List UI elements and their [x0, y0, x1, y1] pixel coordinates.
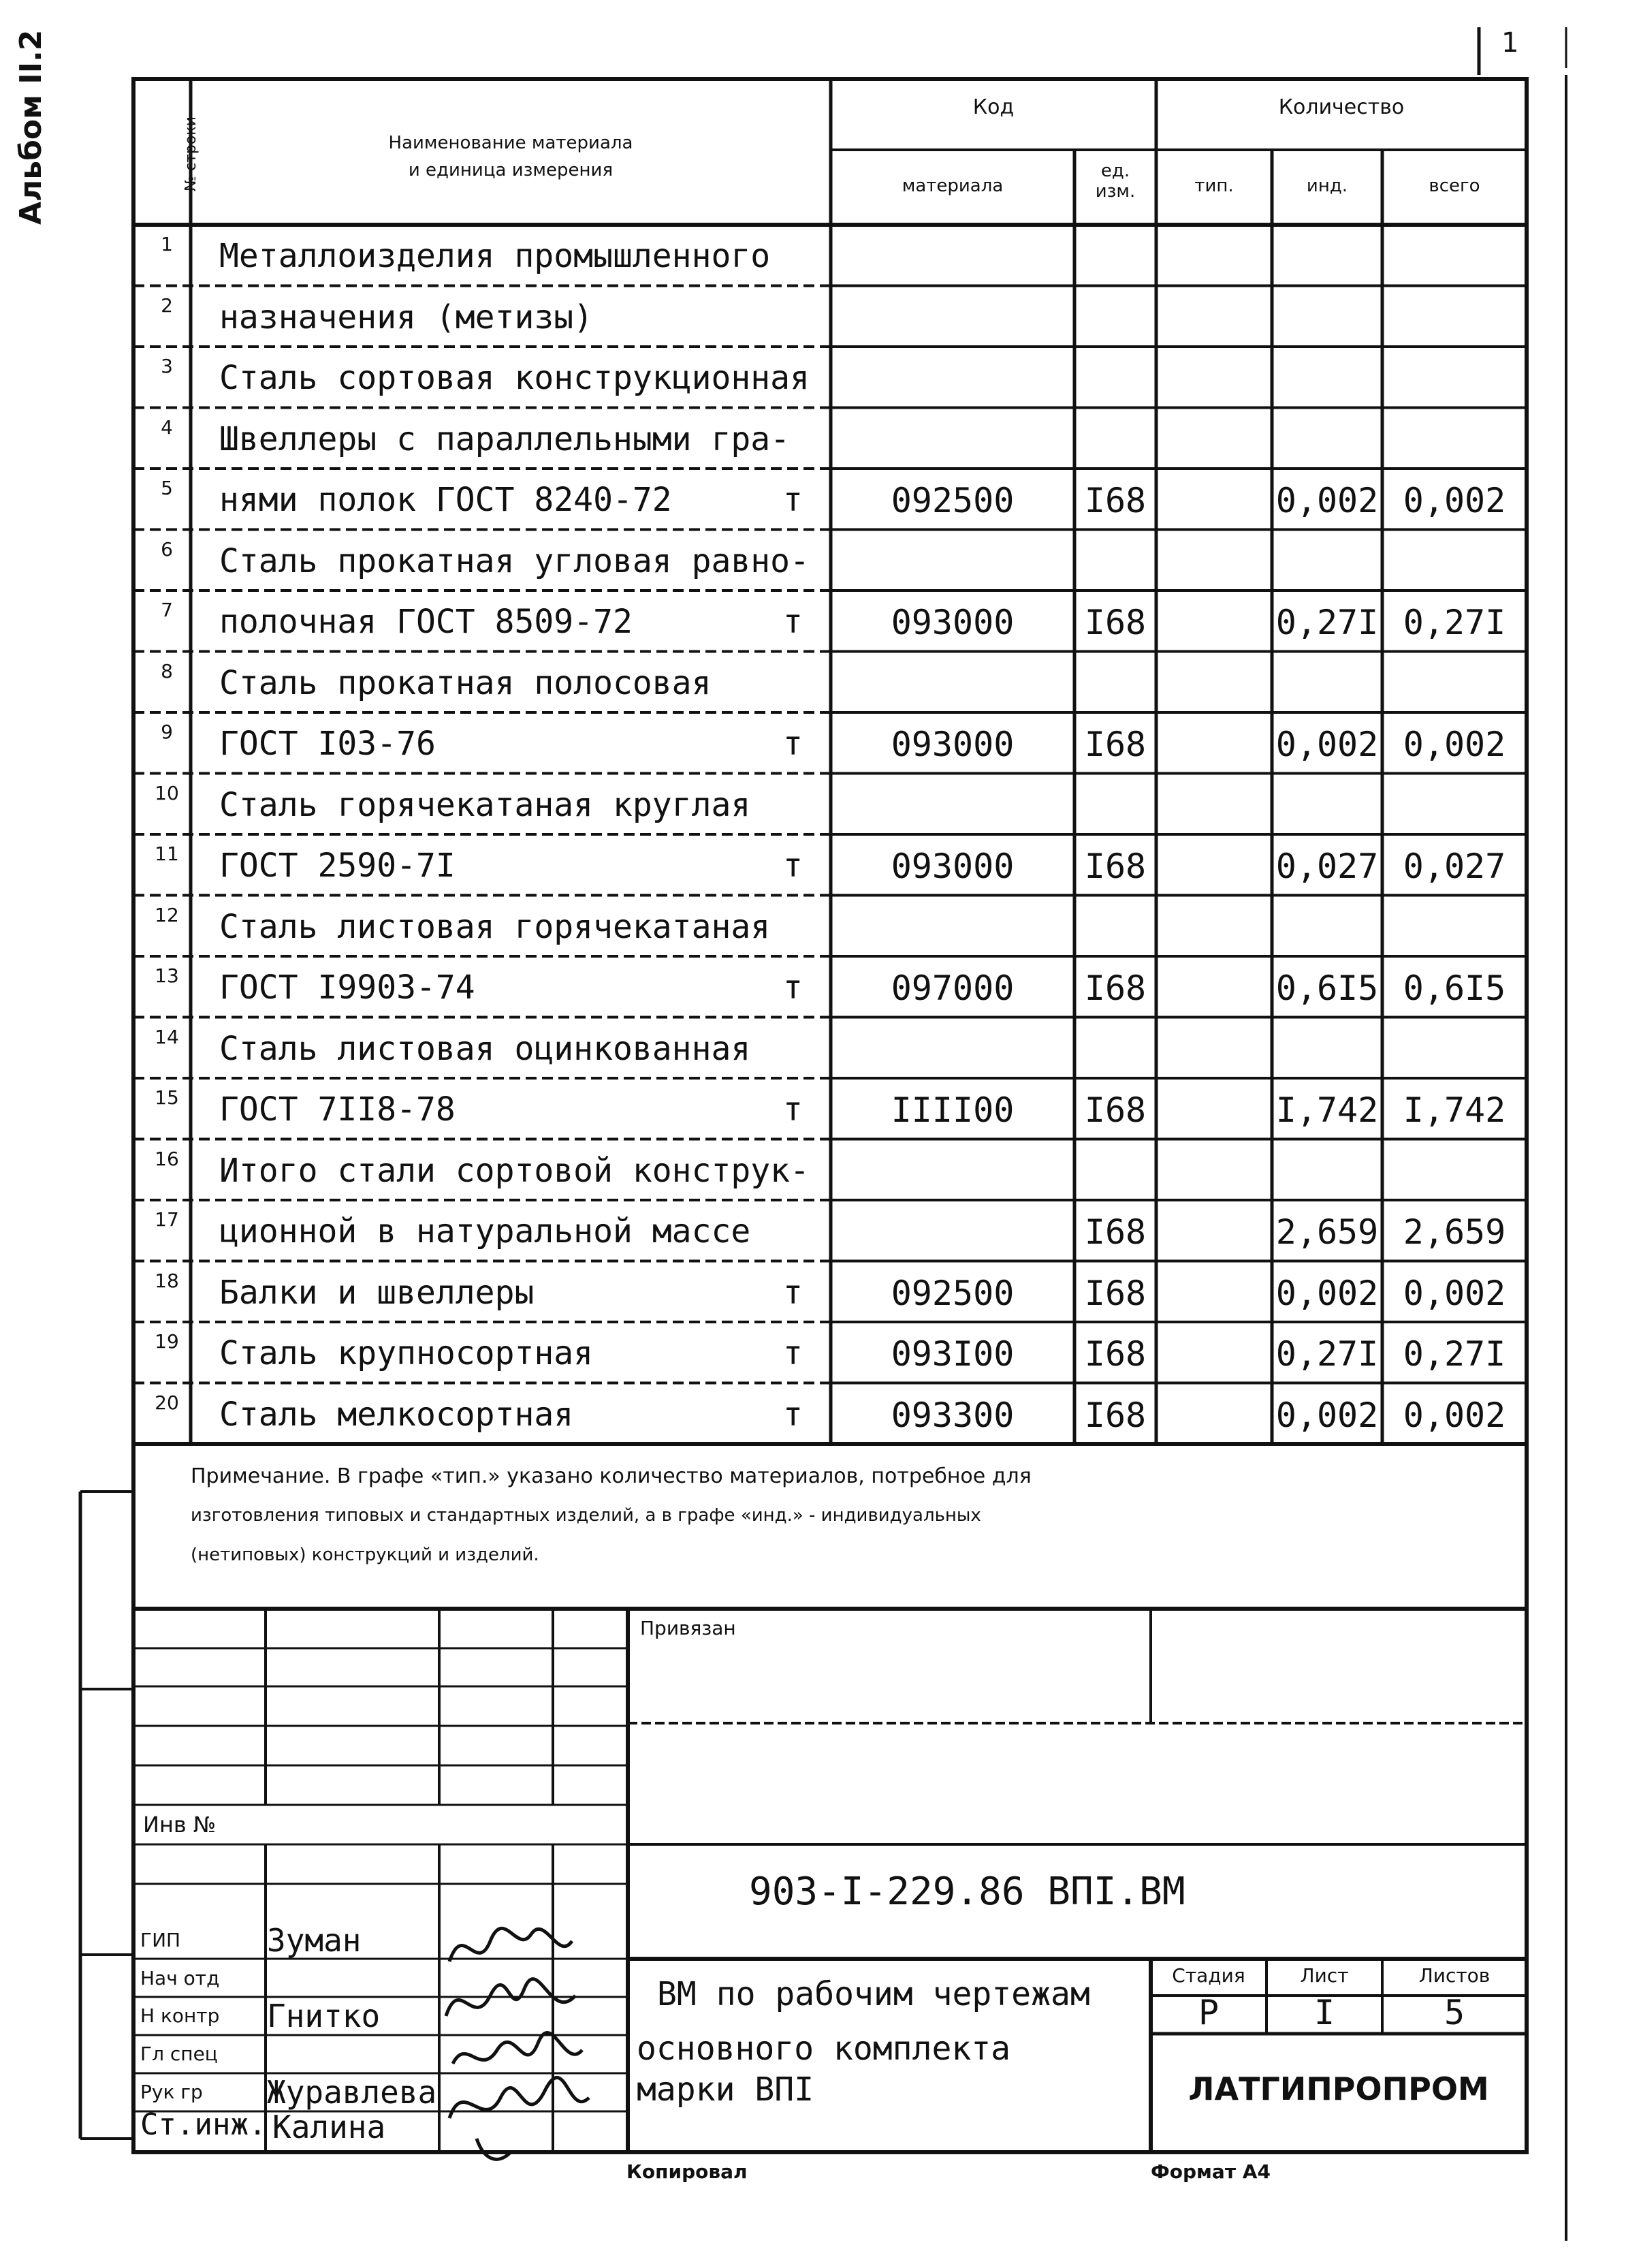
row-unit-code: I68 [1084, 968, 1147, 1008]
row-number: 4 [161, 415, 173, 439]
row-code: IIII00 [891, 1090, 1015, 1130]
document-code: 903-I-229.86 ВПI.ВМ [749, 1870, 1185, 1914]
note-line-1: Примечание. В графе «тип.» указано количество материалов, потребное для [191, 1464, 1032, 1488]
row-number: 1 [161, 233, 173, 255]
row-total: 0,002 [1403, 1395, 1506, 1435]
row-total: 0,002 [1403, 1273, 1506, 1313]
row-unit-code: I68 [1084, 1212, 1147, 1252]
role-label: Нач отд [140, 1967, 220, 1989]
row-unit-code: I68 [1084, 1395, 1147, 1435]
row-code: 092500 [891, 1273, 1015, 1313]
row-unit-code: I68 [1084, 481, 1147, 520]
role-label: Гл спец [140, 2043, 218, 2065]
row-name: Сталь мелкосортная [219, 1395, 574, 1434]
row-number: 17 [155, 1208, 179, 1231]
header-code: Код [972, 95, 1015, 119]
row-code: 093300 [891, 1395, 1015, 1435]
row-number: 19 [155, 1330, 179, 1353]
row-total: 2,659 [1403, 1212, 1506, 1252]
row-number: 10 [155, 781, 179, 804]
row-unit-mark: т [783, 725, 803, 763]
header-quantity: Количество [1278, 95, 1405, 119]
row-code: 093000 [891, 847, 1015, 886]
role-name: Гнитко [267, 1998, 381, 2034]
role-name: Журавлева [267, 2074, 437, 2111]
row-number: 8 [161, 659, 173, 682]
header-typical: тип. [1194, 176, 1234, 196]
row-name: ГОСТ I9903-74 [219, 968, 475, 1007]
row-code: 093000 [891, 603, 1015, 642]
row-name: Сталь прокатная полосовая [219, 663, 712, 702]
note-line-2: изготовления типовых и стандартных изделий, а в графе «инд.» - индивидуальных [191, 1505, 981, 1526]
title-line-3: марки ВПI [637, 2070, 814, 2109]
row-individual: 0,27I [1275, 603, 1379, 642]
note-line-3: (нетиповых) конструкций и изделий. [191, 1545, 539, 1565]
row-number: 16 [155, 1147, 179, 1170]
row-name: полочная ГОСТ 8509-72 [219, 603, 633, 641]
organization-name: ЛАТГИПРОПРОМ [1188, 2070, 1489, 2107]
row-total: I,742 [1403, 1090, 1506, 1130]
row-number: 3 [161, 355, 173, 377]
row-name: ГОСТ 2590-7I [219, 847, 456, 885]
row-number: 9 [161, 721, 173, 743]
row-name: Сталь листовая горячекатаная [219, 907, 771, 946]
sheet-label: Лист [1300, 1964, 1349, 1987]
row-unit-mark: т [783, 1273, 803, 1312]
stage-value: Р [1198, 1993, 1220, 2032]
row-number: 15 [155, 1086, 179, 1109]
sheets-label: Листов [1418, 1964, 1491, 1987]
signatures [436, 1914, 599, 2173]
row-number: 20 [155, 1391, 179, 1414]
row-individual: 2,659 [1275, 1212, 1379, 1252]
header-unit: ед. изм. [1095, 161, 1136, 202]
row-individual: 0,002 [1275, 481, 1379, 520]
row-name: Швеллеры с параллельными гра- [219, 420, 791, 458]
role-name: Зуман [267, 1922, 362, 1959]
row-individual: 0,6I5 [1275, 968, 1379, 1008]
row-name: Сталь прокатная угловая равно- [219, 541, 810, 580]
row-total: 0,002 [1403, 481, 1506, 520]
row-unit-mark: т [783, 847, 803, 885]
row-code: 093I00 [891, 1334, 1015, 1374]
row-number: 12 [155, 903, 179, 926]
row-individual: 0,002 [1275, 1273, 1379, 1313]
row-unit-mark: т [783, 481, 803, 519]
role-label: ГИП [140, 1929, 181, 1951]
inv-label: Инв № [143, 1812, 217, 1838]
row-total: 0,27I [1403, 1334, 1506, 1374]
row-unit-code: I68 [1084, 1090, 1147, 1130]
header-total: всего [1429, 176, 1480, 196]
row-unit-code: I68 [1084, 725, 1147, 764]
row-number: 7 [161, 599, 173, 621]
row-name: назначения (метизы) [219, 298, 594, 336]
row-number: 2 [161, 294, 173, 317]
album-label: Альбом II.2 [14, 29, 48, 225]
header-name: Наименование материала и единица измерения [388, 133, 633, 180]
row-unit-mark: т [783, 968, 803, 1007]
copied-label: Копировал [626, 2160, 748, 2183]
title-line-2: основного комплекта [637, 2030, 1011, 2068]
row-individual: 0,27I [1275, 1334, 1379, 1374]
row-unit-mark: т [783, 603, 803, 641]
role-name: Калина [272, 2109, 386, 2145]
header-material: материала [902, 176, 1004, 196]
top-corner-mark: 1 [1501, 27, 1519, 59]
role-label: Н контр [140, 2004, 220, 2027]
row-code: 097000 [891, 968, 1015, 1008]
row-unit-mark: т [783, 1090, 803, 1129]
linked-label: Привязан [640, 1617, 736, 1639]
row-unit-code: I68 [1084, 847, 1147, 886]
row-name: Сталь горячекатаная круглая [219, 785, 751, 824]
row-unit-code: I68 [1084, 1273, 1147, 1313]
row-name: Итого стали сортовой конструк- [219, 1151, 810, 1190]
row-name: ГОСТ I03-76 [219, 725, 436, 763]
row-code: 092500 [891, 481, 1015, 520]
row-name: нями полок ГОСТ 8240-72 [219, 481, 672, 519]
title-line-1: ВМ по рабочим чертежам [657, 1975, 1090, 2013]
row-individual: 0,027 [1275, 847, 1379, 886]
header-individual: инд. [1306, 176, 1348, 196]
row-number: 11 [155, 842, 179, 865]
row-individual: 0,002 [1275, 725, 1379, 764]
stage-label: Стадия [1172, 1964, 1245, 1987]
row-number: 6 [161, 537, 173, 561]
sheets-value: 5 [1444, 1993, 1465, 2032]
row-name: ционной в натуральной массе [219, 1212, 751, 1250]
header-rownum: № строки [182, 116, 200, 191]
sheet-value: I [1313, 1993, 1335, 2032]
row-total: 0,027 [1403, 847, 1506, 886]
row-unit-code: I68 [1084, 603, 1147, 642]
row-total: 0,002 [1403, 725, 1506, 764]
row-individual: I,742 [1275, 1090, 1379, 1130]
row-unit-mark: т [783, 1334, 803, 1372]
format-label: Формат А4 [1151, 2160, 1271, 2183]
row-number: 13 [155, 964, 179, 987]
row-name: Металлоизделия промышленного [219, 237, 771, 275]
role-label: Ст.инж. [140, 2107, 267, 2142]
role-label: Рук гр [140, 2081, 203, 2103]
row-name: Сталь сортовая конструкционная [219, 359, 810, 397]
row-name: ГОСТ 7II8-78 [219, 1090, 456, 1129]
row-unit-code: I68 [1084, 1334, 1147, 1374]
row-code: 093000 [891, 725, 1015, 764]
row-total: 0,27I [1403, 603, 1506, 642]
row-individual: 0,002 [1275, 1395, 1379, 1435]
row-unit-mark: т [783, 1395, 803, 1434]
row-number: 14 [155, 1025, 179, 1048]
row-number: 5 [161, 477, 173, 499]
row-total: 0,6I5 [1403, 968, 1506, 1008]
row-name: Сталь листовая оцинкованная [219, 1029, 751, 1068]
row-name: Балки и швеллеры [219, 1273, 535, 1312]
row-number: 18 [155, 1269, 179, 1292]
row-name: Сталь крупносортная [219, 1334, 594, 1372]
